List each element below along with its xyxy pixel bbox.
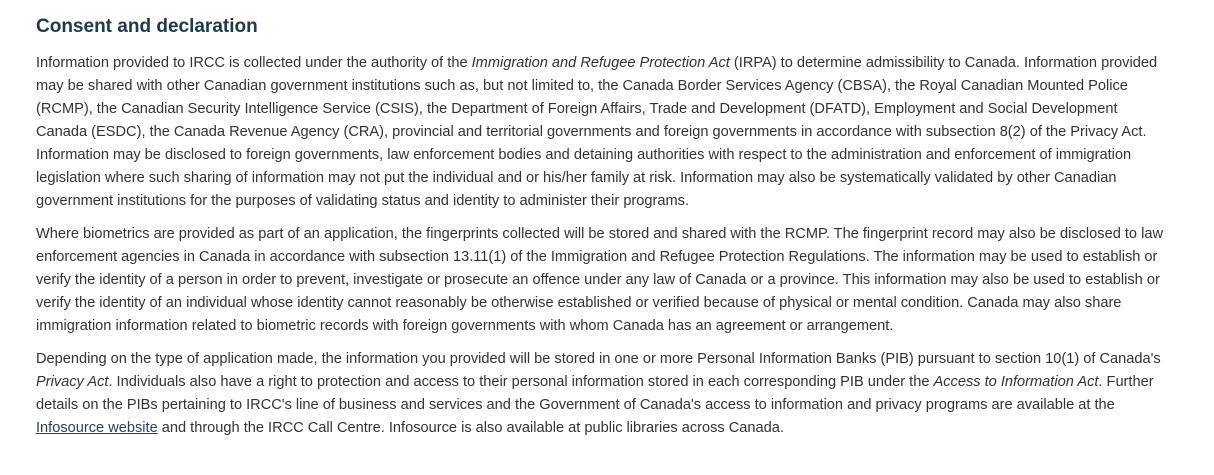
section-title: Consent and declaration: [36, 16, 258, 37]
biometrics-paragraph: Where biometrics are provided as part of an application, the fingerprints collected will be stored and shared with the RCMP. The fingerprint record may also be disclosed to law enforcement agencies in Canada in accordance with subsection 13.11(1) of the Immigration and Refugee Protection Regulations. The information may be used to establish or verify the identity of a person in order to prevent, investigate or prosecute an offence under any law of Canada or a province. This information may also be used to establish or verify the identity of an individual whose identity cannot reasonably be otherwise established or verified because of physical or mental condition. Canada may also share immigration information related to biometric records with foreign governments with whom Canada has an agreement or arrangement.: [36, 226, 1163, 334]
pib-text-4: and through the IRCC Call Centre. Infosource is also available at public libraries across Canada.: [157, 420, 784, 436]
collection-text-1: Information provided to IRCC is collected under the authority of the: [36, 55, 472, 71]
pib-paragraph: [36, 348, 1172, 440]
infosource-link[interactable]: Infosource website: [36, 420, 158, 436]
collection-text-2: (IRPA) to determine admissibility to Canada. Information provided may be shared with other Canadian government institutions such as, but not limited to, the Canada Border Services Agency (CBSA), the Royal Canadian Mounted Police (RCMP), the Canadian Security Intelligence Service (CSIS), the Department of Foreign Affairs, Trade and Development (DFATD), Employment and Social Development Canada (ESDC), the Canada Revenue Agency (CRA), provincial and territorial governments and foreign governments in accordance with subsection 8(2) of the Privacy Act. Information may be disclosed to foreign governments, law enforcement bodies and detaining authorities with respect to the administration and enforcement of immigration legislation where such sharing of information may not put the individual and or his/her family at risk. Information may also be systematically validated by other Canadian government institutions for the purposes of validating status and identity to administer their programs.: [36, 55, 1158, 209]
irpa-act-title: Immigration and Refugee Protection Act: [471, 55, 730, 71]
pib-text-1: Depending on the type of application made, the information you provided will be stored in one or more Personal Information Banks (PIB) pursuant to section 10(1) of Canada's: [36, 351, 1161, 367]
collection-paragraph: [36, 52, 1172, 213]
pib-text-3: . Further details on the PIBs pertaining to IRCC's line of business and services and the Government of Canada's access to information and privacy programs are available at the: [36, 374, 1154, 413]
privacy-act-title: Privacy Act: [36, 374, 109, 390]
pib-text-2: . Individuals also have a right to protection and access to their personal information stored in each corresponding PIB under the: [108, 374, 934, 390]
access-act-title: Access to Information Act: [933, 374, 1099, 390]
